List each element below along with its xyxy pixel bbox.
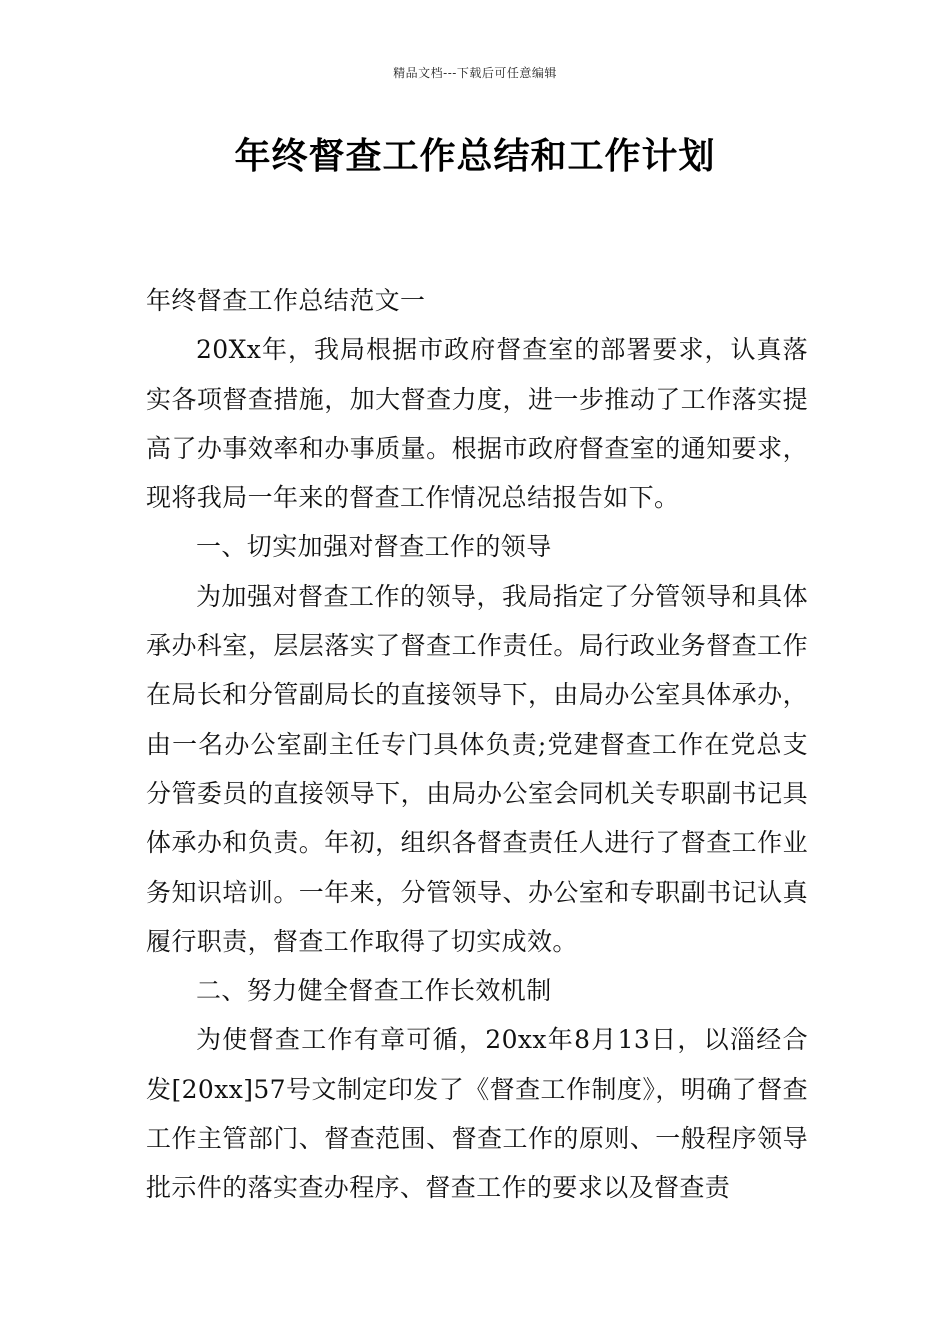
document-body [146, 276, 808, 1213]
subheading-leadership: 一、切实加强对督查工作的领导 [196, 532, 552, 562]
header-note: 精品文档---下载后可任意编辑 [393, 66, 557, 80]
section-heading: 年终督查工作总结范文一 [146, 286, 426, 315]
subheading-mechanism: 二、努力健全督查工作长效机制 [196, 976, 552, 1006]
document-title: 年终督查工作总结和工作计划 [234, 136, 716, 177]
paragraph-mechanism: 为使督查工作有章可循，20xx年8月13日，以淄经合发[20xx]57号文制定印发了《督查工作制度》，明确了督查工作主管部门、督查范围、督查工作的原则、一般程序领导批示件的落实查办程序、督查工作的要求以及督查责 [146, 1025, 808, 1203]
paragraph-leadership: 为加强对督查工作的领导，我局指定了分管领导和具体承办科室，层层落实了督查工作责任。局行政业务督查工作在局长和分管副局长的直接领导下，由局办公室具体承办，由一名办公室副主任专门具体负责;党建督查工作在党总支分管委员的直接领导下，由局办公室会同机关专职副书记具体承办和负责。年初，组织各督查责任人进行了督查工作业务知识培训。一年来，分管领导、办公室和专职副书记认真履行职责，督查工作取得了切实成效。 [146, 581, 808, 956]
paragraph-intro: 20Xx年，我局根据市政府督查室的部署要求，认真落实各项督查措施，加大督查力度，进一步推动了工作落实提高了办事效率和办事质量。根据市政府督查室的通知要求，现将我局一年来的督查工作情况总结报告如下。 [146, 335, 808, 513]
